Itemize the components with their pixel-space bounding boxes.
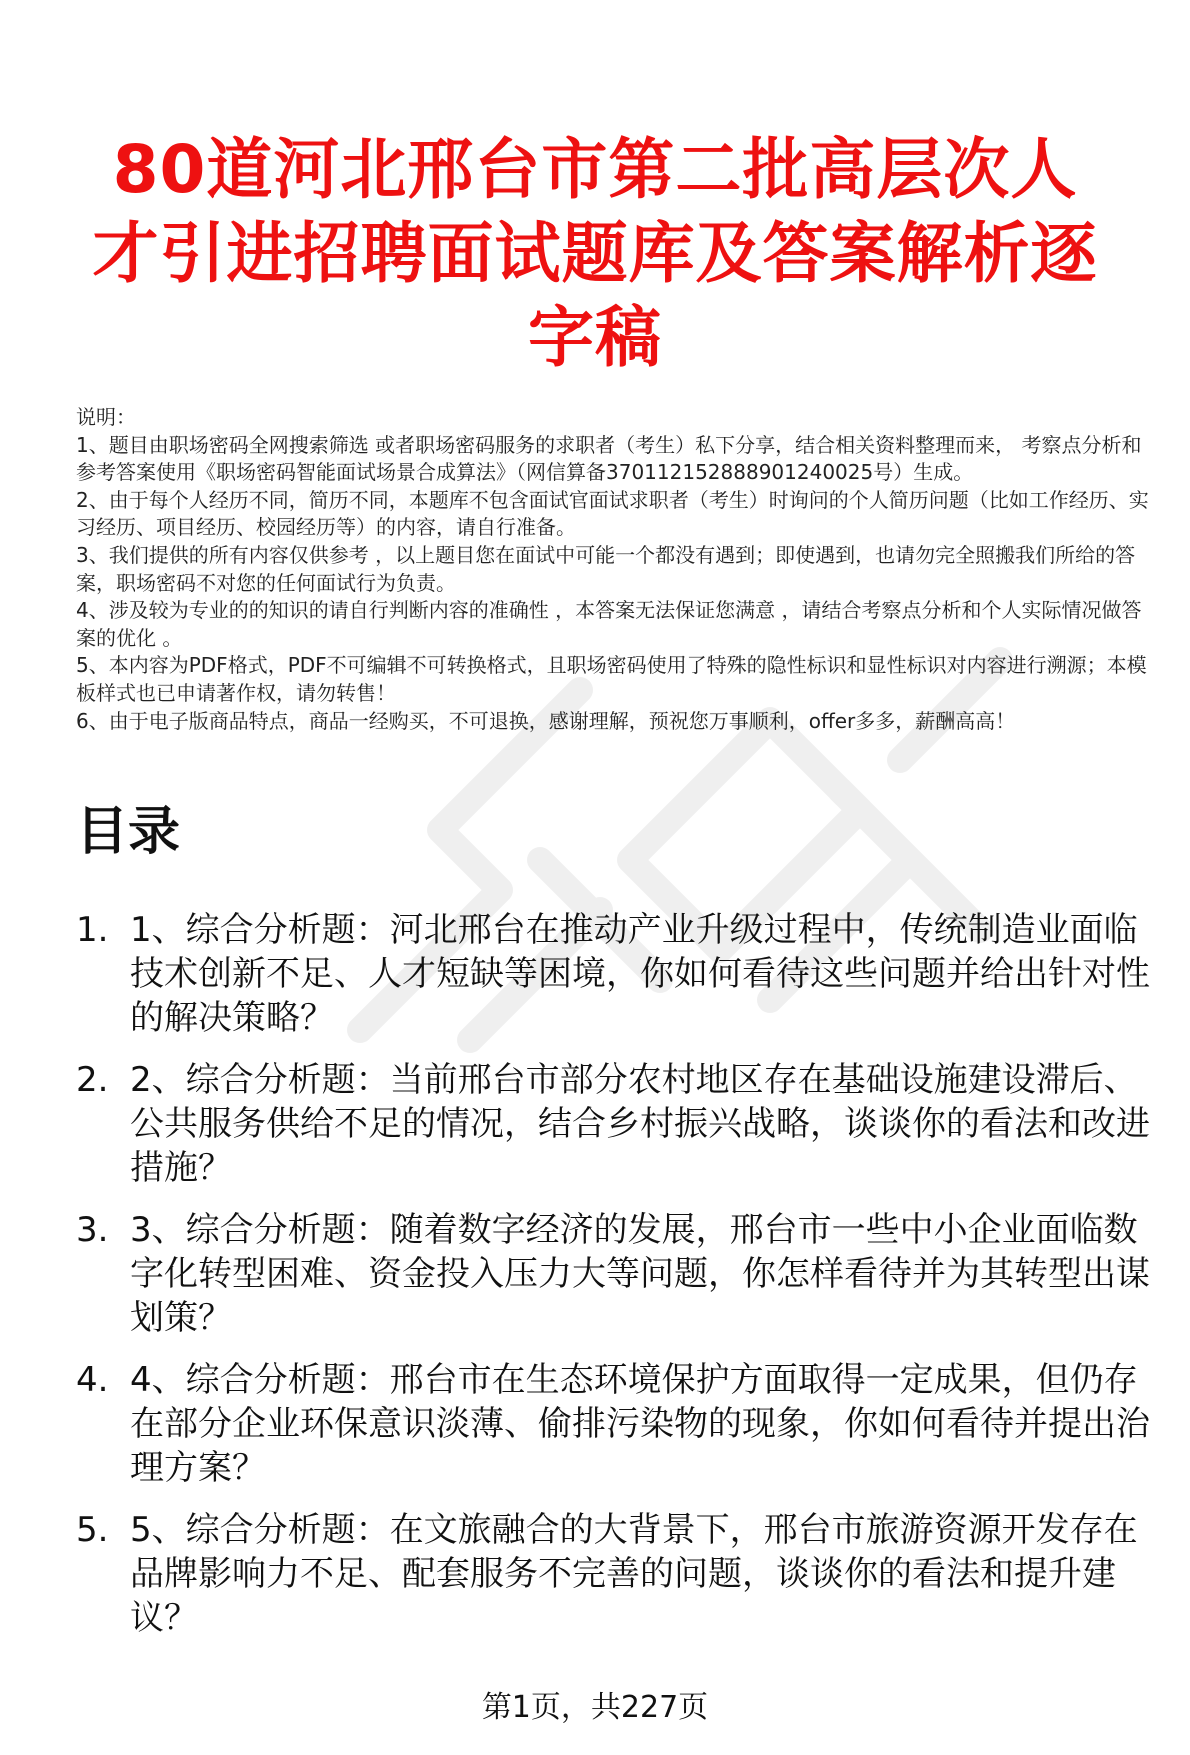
note-item: 4、涉及较为专业的的知识的请自行判断内容的准确性 ，本答案无法保证您满意 ，请结合考察点分析和个人实际情况做答案的优化 。 xyxy=(76,598,1142,650)
note-item: 6、由于电子版商品特点，商品一经购买，不可退换，感谢理解，预祝您万事顺利，offer多多，薪酬高高！ xyxy=(76,708,1016,733)
toc-item-text: 2、综合分析题：当前邢台市部分农村地区存在基础设施建设滞后、公共服务供给不足的情况，结合乡村振兴战略，谈谈你的看法和改进措施？ xyxy=(130,1060,1150,1188)
toc-item-text: 4、综合分析题：邢台市在生态环境保护方面取得一定成果，但仍存在部分企业环保意识淡薄、偷排污染物的现象，你如何看待并提出治理方案？ xyxy=(130,1360,1150,1488)
notes-section xyxy=(76,404,1156,735)
note-item: 2、由于每个人经历不同，简历不同，本题库不包含面试官面试求职者（考生）时询问的个人简历问题（比如工作经历、实习经历、项目经历、校园经历等）的内容，请自行准备。 xyxy=(76,487,1149,540)
toc-item[interactable] xyxy=(76,1208,1168,1340)
page-footer: 第1页，共227页 xyxy=(481,1690,709,1725)
note-item: 3、我们提供的所有内容仅供参考 ，以上题目您在面试中可能一个都没有遇到；即使遇到，也请勿完全照搬我们所给的答案，职场密码不对您的任何面试行为负责。 xyxy=(76,542,1136,595)
notes-heading: 说明： xyxy=(76,405,136,429)
toc-item[interactable] xyxy=(76,1358,1168,1490)
toc-item[interactable] xyxy=(76,1508,1168,1640)
document-title: 80道河北邢台市第二批高层次人才引进招聘面试题库及答案解析逐字稿 xyxy=(92,131,1098,376)
toc-item-text: 5、综合分析题：在文旅融合的大背景下，邢台市旅游资源开发存在品牌影响力不足、配套服务不完善的问题，谈谈你的看法和提升建议？ xyxy=(130,1510,1138,1638)
toc-item[interactable] xyxy=(76,1058,1168,1190)
toc-item-text: 1、综合分析题：河北邢台在推动产业升级过程中，传统制造业面临技术创新不足、人才短缺等困境，你如何看待这些问题并给出针对性的解决策略？ xyxy=(130,910,1150,1038)
note-item: 1、题目由职场密码全网搜索筛选 或者职场密码服务的求职者（考生）私下分享，结合相关资料整理而来， 考察点分析和参考答案使用《职场密码智能面试场景合成算法》（网信算备370112152888901240025号）生成。 xyxy=(76,432,1142,485)
toc-item-number: 3. xyxy=(76,1210,109,1250)
toc-item-number: 5. xyxy=(76,1510,109,1550)
toc-heading: 目录 xyxy=(76,802,181,862)
note-item: 5、本内容为PDF格式，PDF不可编辑不可转换格式，且职场密码使用了特殊的隐性标识和显性标识对内容进行溯源；本模板样式也已申请著作权，请勿转售！ xyxy=(76,653,1147,705)
toc-item-number: 4. xyxy=(76,1360,109,1400)
toc-item-number: 1. xyxy=(76,910,109,950)
toc-item-number: 2. xyxy=(76,1060,109,1100)
toc-list xyxy=(76,908,1168,1658)
toc-item-text: 3、综合分析题：随着数字经济的发展，邢台市一些中小企业面临数字化转型困难、资金投入压力大等问题，你怎样看待并为其转型出谋划策？ xyxy=(130,1210,1150,1338)
toc-item[interactable] xyxy=(76,908,1168,1040)
